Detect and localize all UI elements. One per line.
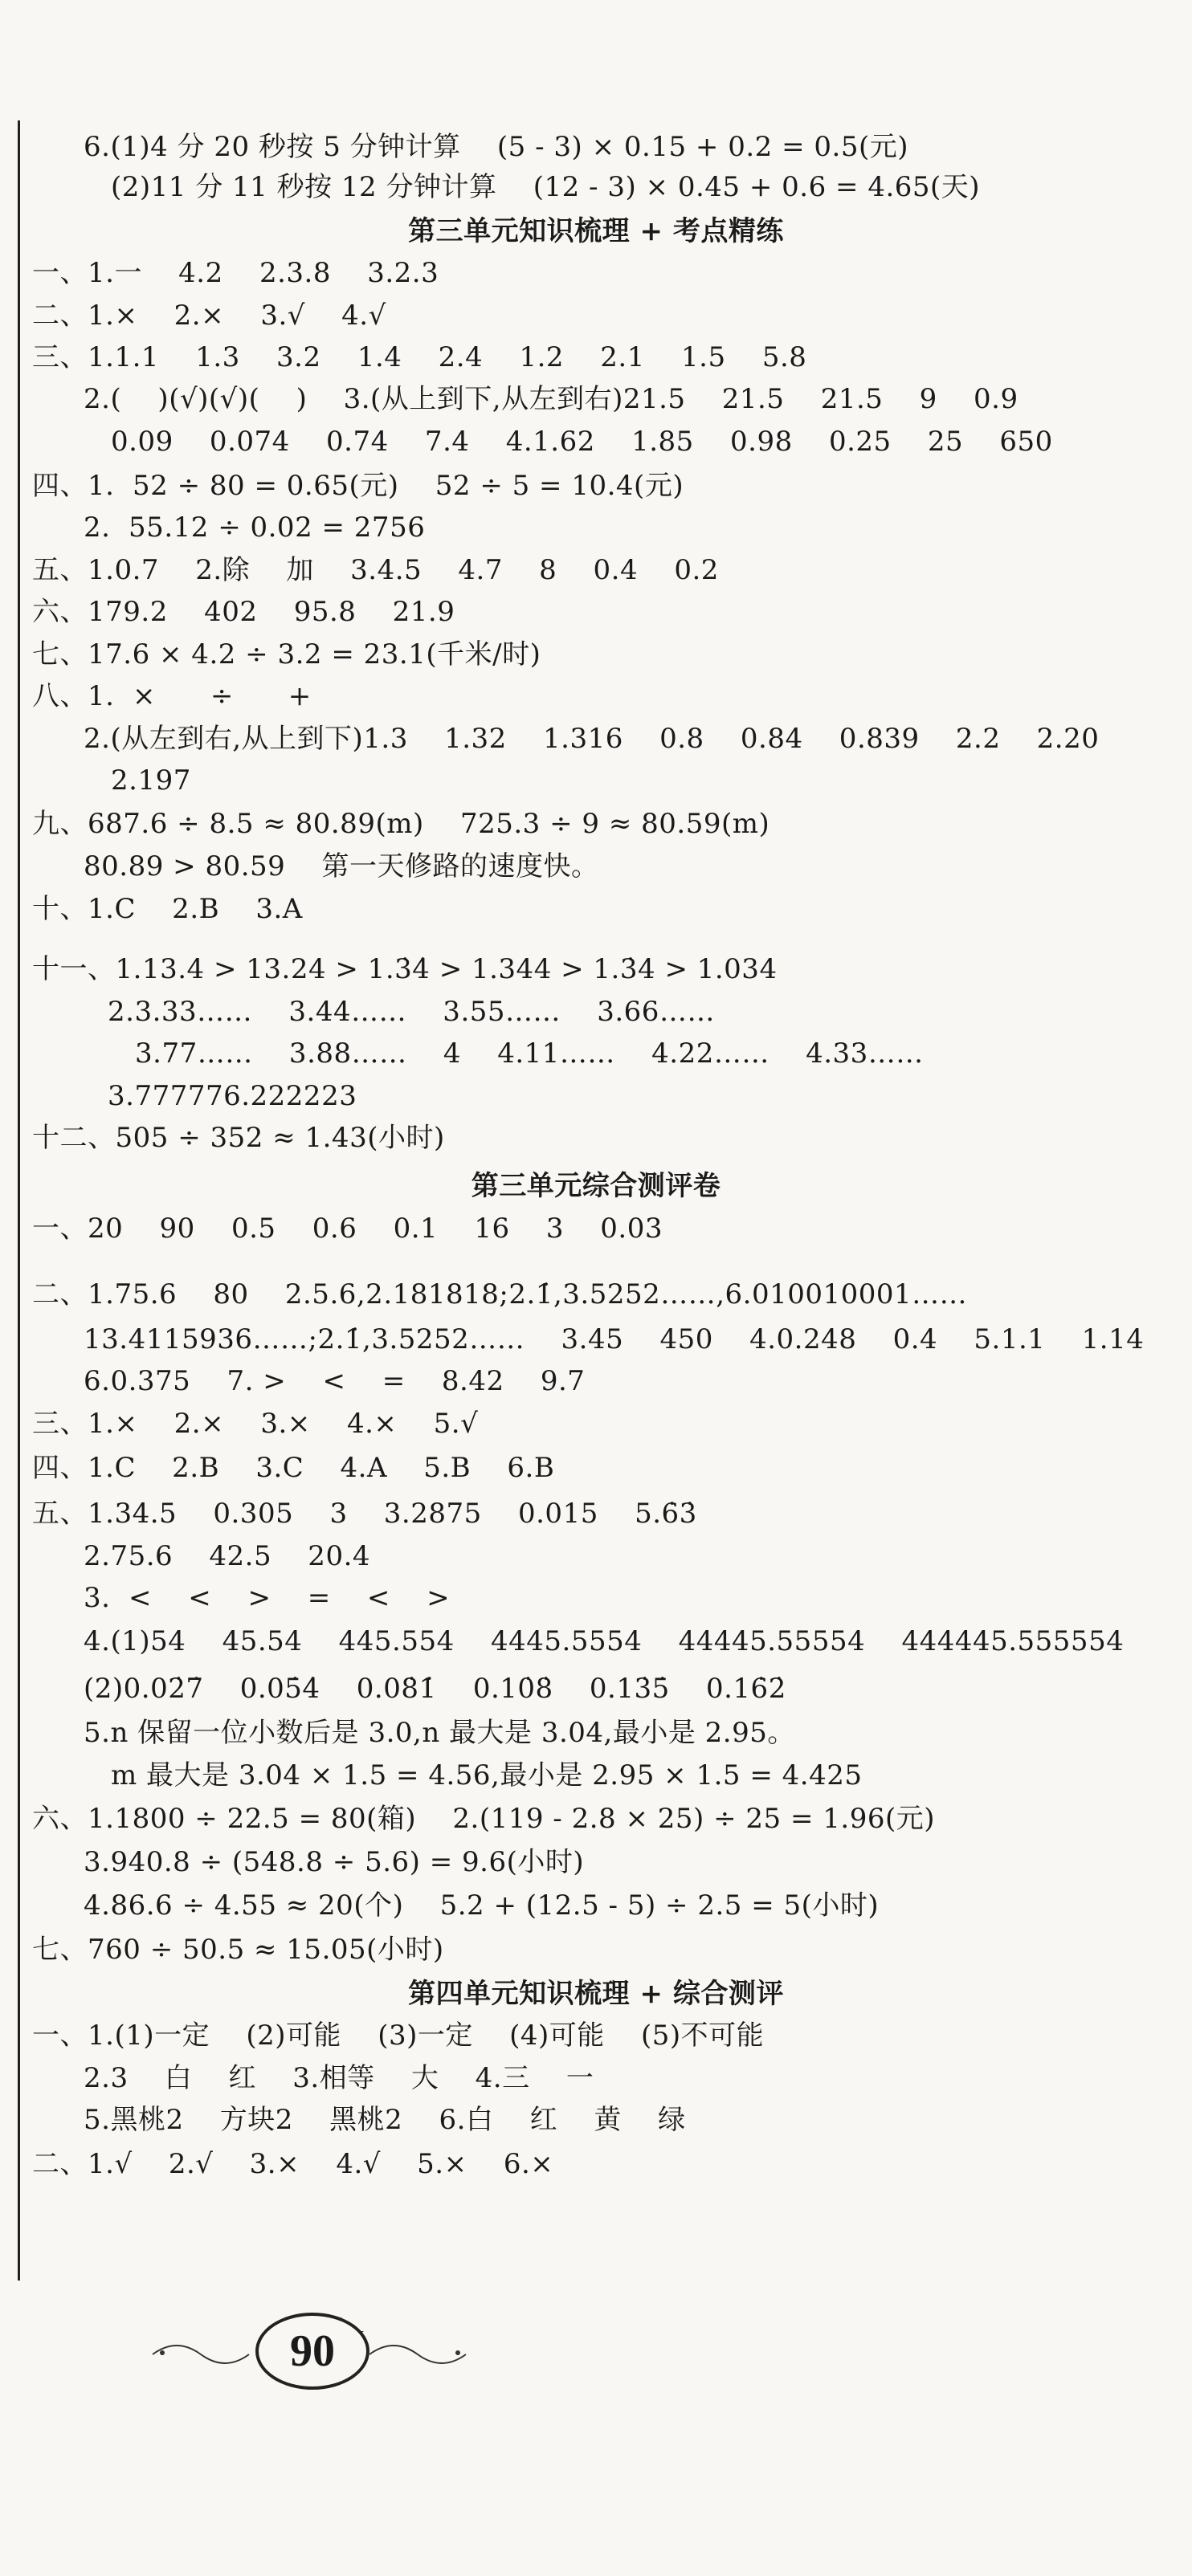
answer-line: (2)11 分 11 秒按 12 分钟计算 (12 - 3) × 0.45 + 0.6 = 4.65(天) [111,171,981,203]
answer-line: 2.75.6 42.5 20.4 [84,1540,371,1572]
answer-line: 三、1.1.1 1.3 3.2 1.4 2.4 1.2 2.1 1.5 5.8 [32,341,807,373]
answer-line: 四、1. 52 ÷ 80 = 0.65(元) 52 ÷ 5 = 10.4(元) [32,470,684,502]
answer-line: 十二、505 ÷ 352 ≈ 1.43(小时) [32,1122,445,1154]
answer-line: 3.77…… 3.88…… 4 4.11…… 4.22…… 4.33…… [135,1037,924,1070]
answer-line: 3. < < > = < > [84,1582,451,1614]
section-heading: 第三单元综合测评卷 [471,1170,721,1202]
answer-line: 3.940.8 ÷ (548.8 ÷ 5.6) = 9.6(小时) [84,1846,585,1878]
answer-line: 一、1.一 4.2 2.3.8 3.2.3 [32,257,439,289]
answer-line: 二、1.75.6 80 2.5.6,2.181818;2.1̇,3.5252……,6.010010001…… [32,1278,968,1310]
answer-line: 0.09 0.074 0.74 7.4 4.1.62 1.85 0.98 0.25 25 650 [111,426,1053,458]
answer-line: 2.197 [111,764,191,797]
answer-line: 一、20 90 0.5 0.6 0.1 16 3 0.03 [32,1213,663,1245]
answer-line: 5.黑桃2 方块2 黑桃2 6.白 红 黄 绿 [84,2104,686,2136]
answer-line: 4.(1)54 45.54 445.554 4445.5554 44445.55554 444445.555554 [84,1625,1125,1657]
answer-line: 八、1. × ÷ + [32,680,312,712]
answer-line: 3.777776.222223 [108,1080,357,1112]
answer-line: 2.(从左到右,从上到下)1.3 1.32 1.316 0.8 0.84 0.839 2.2 2.20 [84,723,1100,755]
answer-line: 三、1.× 2.× 3.× 4.× 5.√ [32,1408,479,1440]
answer-line: 五、1.34.5 0.305 3 3.2875 0.015 5.6̇3̇ [32,1498,697,1530]
answer-line: 6.0.375 7. > < = 8.42 9.7 [84,1365,586,1397]
answer-line: 13.4115936……;2.1̇,3.5252…… 3.45 450 4.0.248 0.4 5.1.1 1.14 [84,1323,1145,1355]
answer-line: 一、1.(1)一定 (2)可能 (3)一定 (4)可能 (5)不可能 [32,2020,765,2052]
answer-line: 2.( )(√)(√)( ) 3.(从上到下,从左到右)21.5 21.5 21.5 9 0.9 [84,383,1019,415]
answer-line: 九、687.6 ÷ 8.5 ≈ 80.89(m) 725.3 ÷ 9 ≈ 80.59(m) [32,808,770,840]
section-heading: 第三单元知识梳理 + 考点精练 [408,215,784,247]
answer-line: 二、1.√ 2.√ 3.× 4.√ 5.× 6.× [32,2148,554,2180]
answer-line: 十、1.C 2.B 3.A [32,893,303,925]
answer-line: (2)0.02̇7̇ 0.05̇4̇ 0.08̇1̇ 0.10̇8̇ 0.13̇5̇ 0.16̇2̇ [84,1673,786,1705]
answer-line: 2.3.33…… 3.44…… 3.55…… 3.66…… [108,996,715,1028]
answer-line: m 最大是 3.04 × 1.5 = 4.56,最小是 2.95 × 1.5 = 4.425 [111,1759,863,1791]
page-number: 90 [255,2313,369,2390]
answer-line: 2.3 白 红 3.相等 大 4.三 一 [84,2062,594,2094]
answer-line: 六、1.1800 ÷ 22.5 = 80(箱) 2.(119 - 2.8 × 25) ÷ 25 = 1.96(元) [32,1803,936,1835]
answer-line: 5.n 保留一位小数后是 3.0,n 最大是 3.04,最小是 2.95。 [84,1717,795,1749]
answer-line: 十一、1.13.4 > 13.24 > 1.3̇4̇ > 1.344 > 1.3̇4 > 1.034 [32,953,778,985]
answer-line: 六、179.2 402 95.8 21.9 [32,596,455,628]
answer-line: 二、1.× 2.× 3.√ 4.√ [32,300,386,332]
answer-line: 七、760 ÷ 50.5 ≈ 15.05(小时) [32,1934,444,1966]
answer-line: 80.89 > 80.59 第一天修路的速度快。 [84,850,599,882]
answer-line: 4.86.6 ÷ 4.55 ≈ 20(个) 5.2 + (12.5 - 5) ÷ 2.5 = 5(小时) [84,1889,880,1922]
answer-line: 6.(1)4 分 20 秒按 5 分钟计算 (5 - 3) × 0.15 + 0.2 = 0.5(元) [84,131,908,163]
section-heading: 第四单元知识梳理 + 综合测评 [408,1978,784,2010]
answer-line: 五、1.0.7 2.除 加 3.4.5 4.7 8 0.4 0.2 [32,554,719,586]
answer-line: 七、17.6 × 4.2 ÷ 3.2 = 23.1(千米/时) [32,638,541,670]
answer-line: 2. 55.12 ÷ 0.02 = 2756 [84,512,426,544]
answer-line: 四、1.C 2.B 3.C 4.A 5.B 6.B [32,1452,555,1484]
